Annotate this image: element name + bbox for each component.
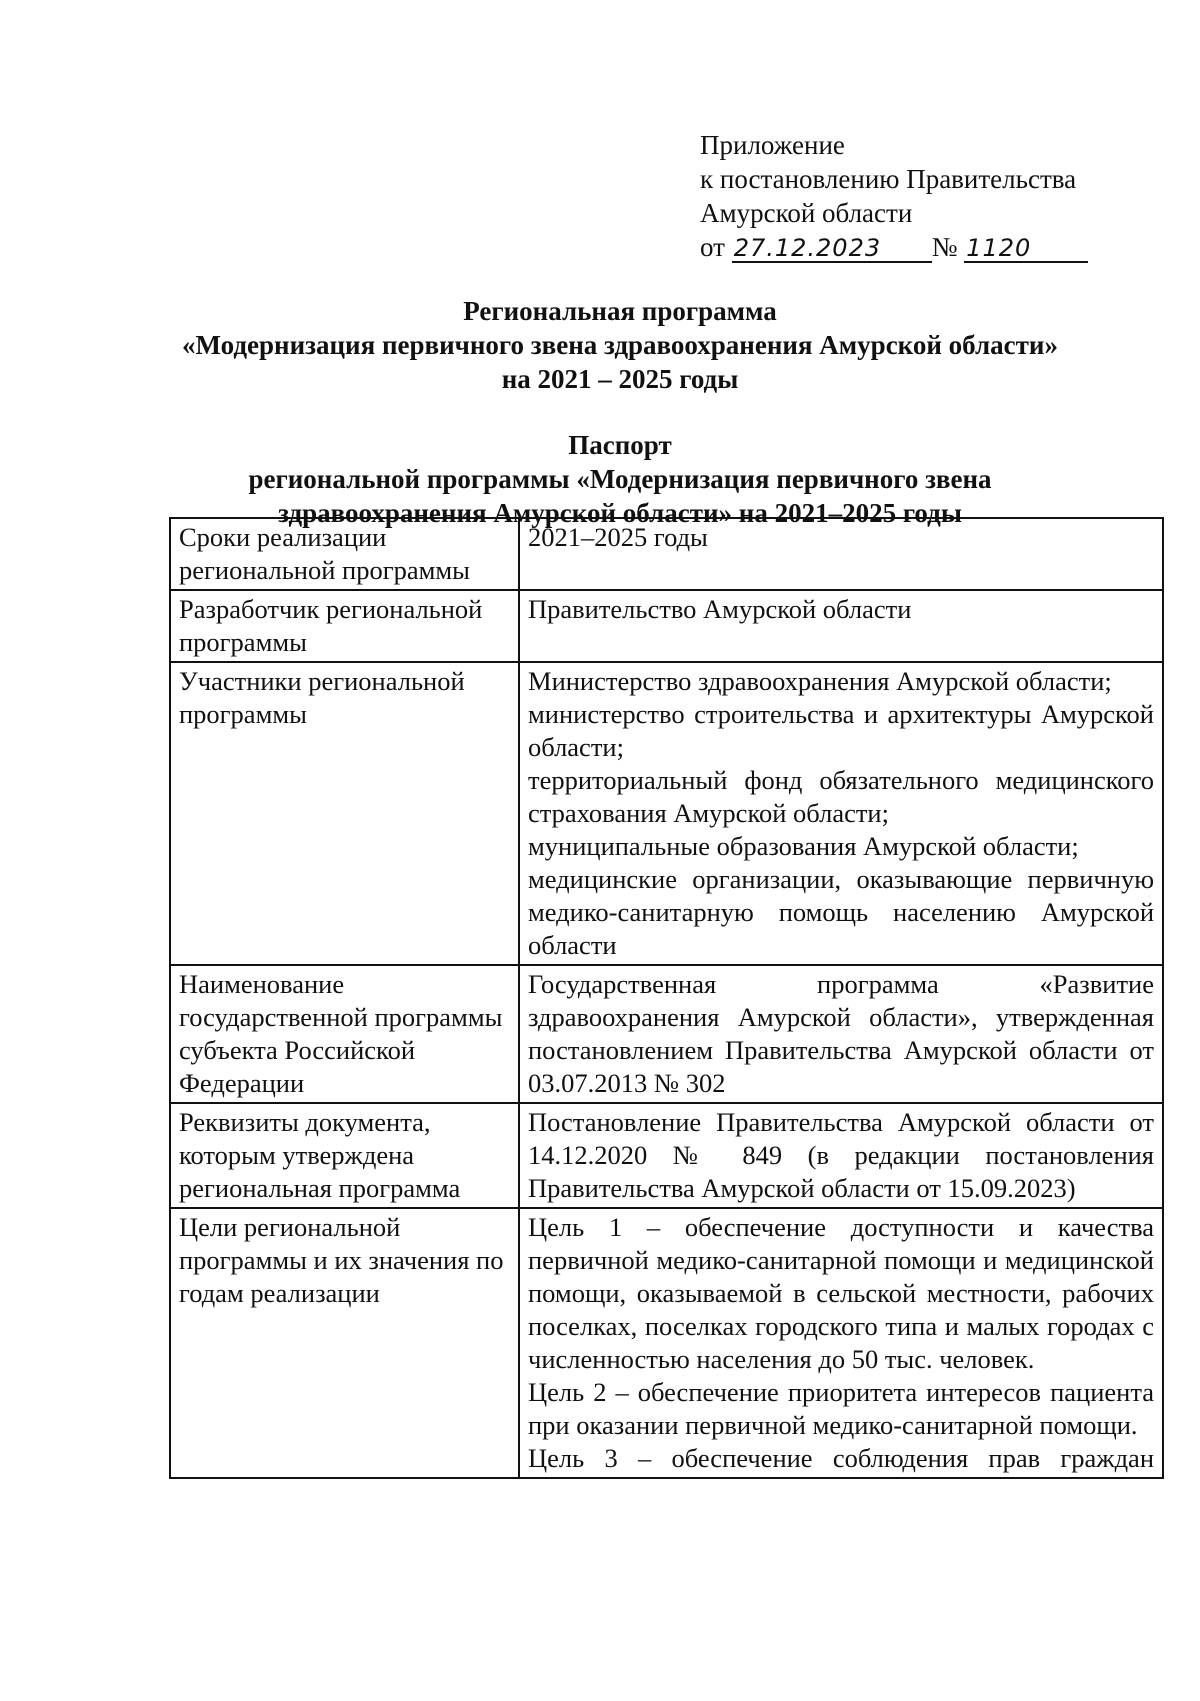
row-label: Реквизиты документа, которым утверждена региональная программа xyxy=(170,1103,519,1208)
approval-date-line xyxy=(700,230,1088,264)
approval-line-3: Амурской области xyxy=(700,198,913,228)
row-label: Наименование государственной программы субъекта Российской Федерации xyxy=(170,965,519,1103)
value-paragraph: Цель 3 – обеспечение соблюдения прав граждан xyxy=(528,1443,1154,1473)
value-paragraph: Министерство здравоохранения Амурской области; xyxy=(528,666,1112,696)
value-paragraph: Цель 1 – обеспечение доступности и качества первичной медико-санитарной помощи и медицинской помощи, оказываемой в сельской местности, рабочих поселках, поселках городского типа и малых городах с численностью населения до 50 тыс. человек. xyxy=(528,1212,1154,1374)
program-title-line-1: Региональная программа xyxy=(463,296,777,326)
from-label: от xyxy=(700,232,725,262)
table-row xyxy=(170,965,1163,1103)
value-paragraph: муниципальные образования Амурской области; xyxy=(528,831,1079,861)
row-value xyxy=(519,590,1163,662)
program-title xyxy=(120,294,1120,396)
approval-block xyxy=(700,128,1088,264)
row-label: Участники региональной программы xyxy=(170,662,519,965)
table-row xyxy=(170,1208,1163,1478)
row-label: Разработчик региональной программы xyxy=(170,590,519,662)
row-value xyxy=(519,965,1163,1103)
program-title-line-2: «Модернизация первичного звена здравоохранения Амурской области» xyxy=(182,330,1058,360)
row-value xyxy=(519,1103,1163,1208)
handwritten-date: 27.12.2023 xyxy=(732,235,932,263)
row-label: Сроки реализации региональной программы xyxy=(170,518,519,590)
value-paragraph: 2021–2025 годы xyxy=(528,522,708,552)
table-row xyxy=(170,662,1163,965)
passport-title-line-3: здравоохранения Амурской области» на 2021–2025 годы xyxy=(278,498,962,528)
value-paragraph: территориальный фонд обязательного медицинского страхования Амурской области; xyxy=(528,765,1154,828)
value-paragraph: Государственная программа «Развитие здравоохранения Амурской области», утвержденная постановлением Правительства Амурской области от 03.07.2013 № 302 xyxy=(528,969,1154,1098)
passport-title xyxy=(120,428,1120,530)
approval-line-2: к постановлению Правительства xyxy=(700,164,1077,194)
value-paragraph: Правительство Амурской области xyxy=(528,594,912,624)
approval-line-1: Приложение xyxy=(700,130,845,160)
handwritten-number: 1120 xyxy=(964,235,1088,263)
row-value xyxy=(519,518,1163,590)
table-row xyxy=(170,1103,1163,1208)
row-value xyxy=(519,1208,1163,1478)
number-label: № xyxy=(931,232,958,262)
value-paragraph: министерство строительства и архитектуры Амурской области; xyxy=(528,699,1154,762)
program-title-line-3: на 2021 – 2025 годы xyxy=(501,364,739,394)
table-row xyxy=(170,590,1163,662)
value-paragraph: Цель 2 – обеспечение приоритета интересов пациента при оказании первичной медико-санитарной помощи. xyxy=(528,1377,1154,1440)
row-label: Цели региональной программы и их значения по годам реализации xyxy=(170,1208,519,1478)
passport-title-line-2: региональной программы «Модернизация первичного звена xyxy=(248,464,992,494)
row-value xyxy=(519,662,1163,965)
table-row xyxy=(170,518,1163,590)
passport-table xyxy=(169,517,1164,1479)
value-paragraph: Постановление Правительства Амурской области от 14.12.2020 № 849 (в редакции постановления Правительства Амурской области от 15.09.2023) xyxy=(528,1107,1154,1203)
value-paragraph: медицинские организации, оказывающие первичную медико-санитарную помощь населению Амурской области xyxy=(528,864,1154,960)
passport-title-line-1: Паспорт xyxy=(568,430,672,460)
